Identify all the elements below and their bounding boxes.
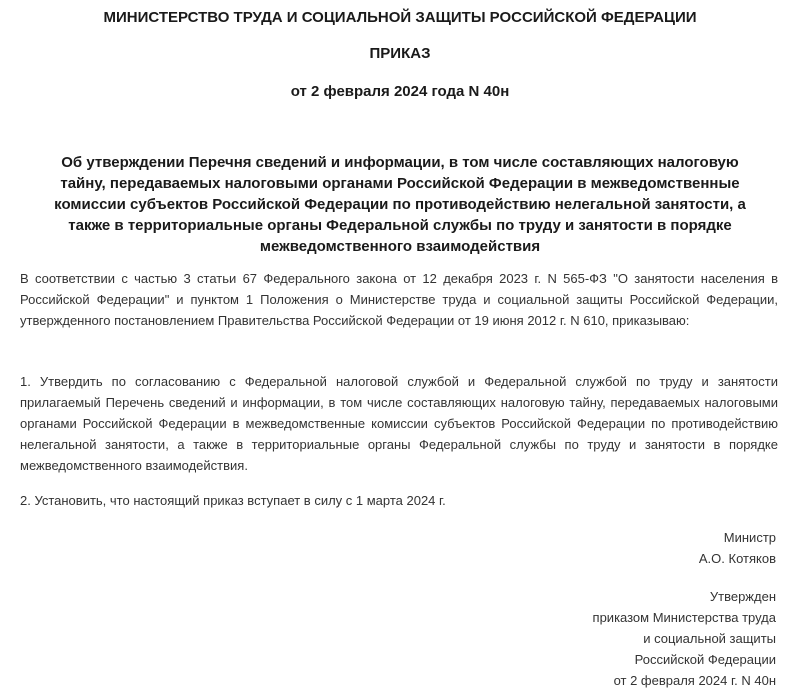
document-type-heading: ПРИКАЗ (369, 45, 431, 62)
approval-line: и социальной защиты (643, 631, 776, 646)
approval-line: от 2 февраля 2024 г. N 40н (613, 673, 776, 688)
title-line: тайну, передаваемых налоговыми органами Российской Федерации в межведомственные (60, 175, 740, 192)
approval-line: Российской Федерации (634, 652, 776, 667)
ministry-heading: МИНИСТЕРСТВО ТРУДА И СОЦИАЛЬНОЙ ЗАЩИТЫ РОССИЙСКОЙ ФЕДЕРАЦИИ (103, 9, 697, 26)
title-line: комиссии субъектов Российской Федерации по противодействию нелегальной занятости, а (54, 196, 746, 213)
item-1-paragraph: 1. Утвердить по согласованию с Федеральной налоговой службой и Федеральной службой по труду и занятости прилагаемый Перечень сведений и информации, в том числе составляющих налоговую тайну, передаваемых налоговыми органами Российской Федерации в межведомственные комиссии субъектов Российской Федерации по противодействию нелегальной занятости, а также в территориальные органы Федеральной службы по труду и занятости в порядке межведомственного взаимодействия. (20, 374, 778, 473)
document-date-number: от 2 февраля 2024 года N 40н (290, 83, 510, 100)
signatory-position: Министр (723, 530, 776, 545)
item-2-paragraph: 2. Установить, что настоящий приказ вступает в силу с 1 марта 2024 г. (20, 493, 446, 508)
title-line: также в территориальные органы Федеральной службы по труду и занятости в порядке (68, 217, 732, 234)
title-line: межведомственного взаимодействия (259, 238, 541, 255)
preamble-paragraph: В соответствии с частью 3 статьи 67 Федерального закона от 12 декабря 2023 г. N 565-ФЗ "О занятости населения в Российской Федерации" и пунктом 1 Положения о Министерстве труда и социальной защиты Российской Федерации, утвержденного постановлением Правительства Российской Федерации от 19 июня 2012 г. N 610, приказываю: (20, 271, 778, 328)
approval-line: Утвержден (709, 589, 776, 604)
title-line: Об утверждении Перечня сведений и информации, в том числе составляющих налоговую (61, 154, 739, 171)
approval-block (593, 586, 776, 691)
approval-line: приказом Министерства труда (592, 610, 776, 625)
signature-block (699, 527, 776, 569)
signatory-name: А.О. Котяков (698, 551, 776, 566)
